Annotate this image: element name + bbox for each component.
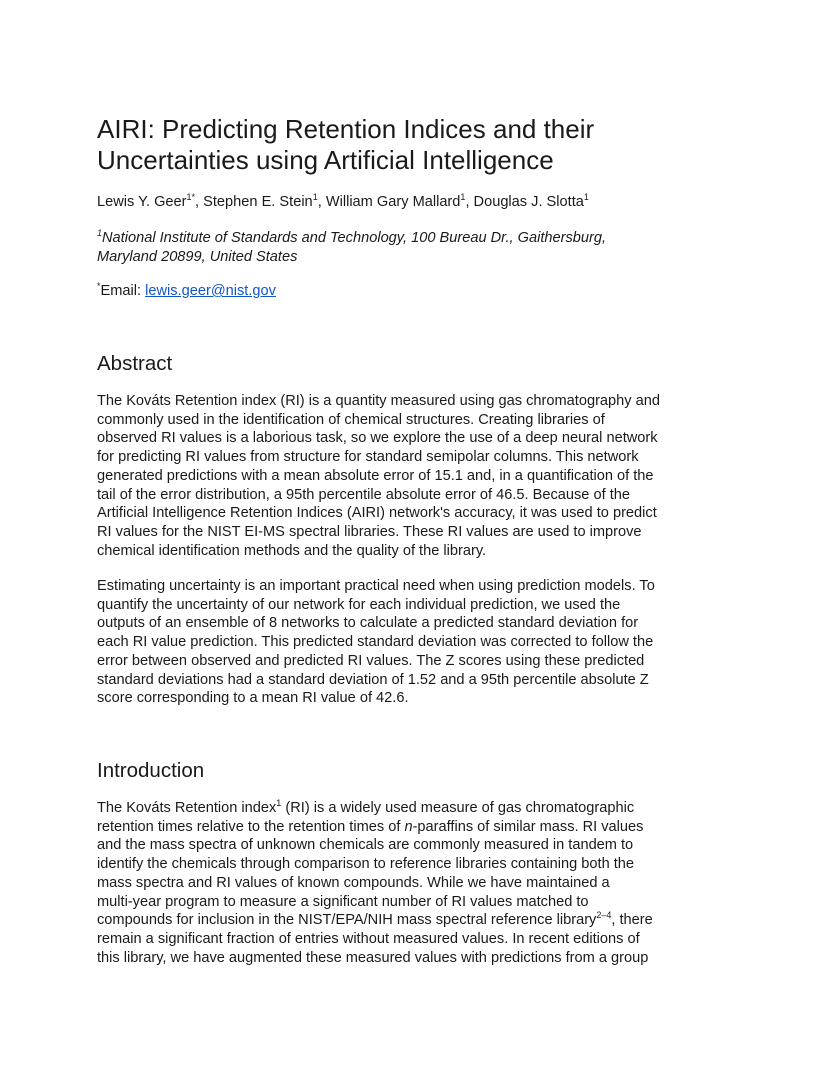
text-line: observed RI values is a laborious task, so we explore the use of a deep neural network (97, 430, 658, 447)
text-line: for predicting RI values from structure for standard semipolar columns. This network (97, 449, 639, 466)
citation-mark: 2–4 (596, 910, 612, 921)
introduction-paragraph (97, 799, 733, 967)
citation-mark: 1 (276, 798, 282, 809)
text-line: The Kováts Retention index (RI) is a quantity measured using gas chromatography and (97, 393, 660, 409)
abstract-heading: Abstract (97, 352, 173, 375)
introduction-heading: Introduction (97, 759, 205, 782)
text-line: this library, we have augmented these measured values with predictions from a group (97, 949, 649, 966)
text-line: Artificial Intelligence Retention Indices (AIRI) network's accuracy, it was used to predict (97, 505, 657, 522)
email-label: Email: (100, 283, 146, 299)
text-line: error between observed and predicted RI values. The Z scores using these predicted (97, 652, 645, 669)
text-line: identify the chemicals through comparison to reference libraries containing both the (97, 856, 635, 873)
author-name: Stephen E. Stein (203, 194, 313, 210)
author-name: Douglas J. Slotta (473, 194, 584, 210)
text-line: and the mass spectra of unknown chemicals are commonly measured in tandem to (97, 837, 634, 854)
author-affiliation-mark: 1* (186, 192, 196, 203)
text-line: remain a significant fraction of entries without measured values. In recent editions of (97, 930, 640, 947)
text-line: score corresponding to a mean RI value of 42.6. (97, 690, 409, 707)
text-line: multi-year program to measure a significant number of RI values matched to (97, 893, 589, 910)
text-line: retention times relative to the retention times of n-paraffins of similar mass. RI values (97, 818, 644, 835)
correspondence (97, 282, 276, 300)
author-name: Lewis Y. Geer (97, 194, 187, 210)
text-line: outputs of an ensemble of 8 networks to calculate a predicted standard deviation for (97, 615, 639, 632)
abstract-paragraph-2 (97, 577, 733, 708)
text-line: each RI value prediction. This predicted standard deviation was corrected to follow the (97, 634, 654, 651)
email-link[interactable]: lewis.geer@nist.gov (145, 283, 276, 299)
affiliation-line: National Institute of Standards and Technology, 100 Bureau Dr., Gaithersburg, (102, 230, 607, 246)
text-line: mass spectra and RI values of known compounds. While we have maintained a (97, 874, 610, 891)
author-affiliation-mark: 1 (583, 192, 589, 203)
text-line: chemical identification methods and the quality of the library. (97, 542, 487, 559)
author-affiliation-mark: 1 (312, 192, 318, 203)
text-line: generated predictions with a mean absolute error of 15.1 and, in a quantification of the (97, 467, 654, 484)
author-name: William Gary Mallard (325, 194, 461, 210)
text-line: quantify the uncertainty of our network for each individual prediction, we used the (97, 596, 621, 613)
text-line: compounds for inclusion in the NIST/EPA/NIH mass spectral reference library$^{2-4}$, there (97, 910, 653, 929)
text-line: standard deviations had a standard deviation of 1.52 and a 95th percentile absolute Z (97, 671, 649, 688)
affiliation (97, 229, 737, 267)
affiliation-line: Maryland 20899, United States (97, 249, 298, 265)
affiliation-mark: 1 (97, 228, 103, 239)
text-line: Estimating uncertainty is an important practical need when using prediction models. To (97, 578, 655, 594)
correspondence-mark: * (97, 281, 101, 292)
paper-title (97, 114, 737, 176)
author-list: Lewis Y. Geer$^{1*}$, Stephen E. Stein$^1$, William Gary Mallard$^1$, Douglas J. Slotta$^1$ (97, 192, 589, 210)
text-line: tail of the error distribution, a 95th percentile absolute error of 46.5. Because of the (97, 486, 630, 503)
author-affiliation-mark: 1 (460, 192, 466, 203)
text-line: The Kováts Retention index$^1$ (RI) is a widely used measure of gas chromatographic (97, 798, 635, 816)
text-line: commonly used in the identification of chemical structures. Creating libraries of (97, 411, 605, 428)
title-line: Uncertainties using Artificial Intelligence (97, 145, 554, 175)
text-line: RI values for the NIST EI-MS spectral libraries. These RI values are used to improve (97, 523, 642, 540)
abstract-paragraph-1 (97, 392, 733, 560)
title-line: AIRI: Predicting Retention Indices and their (97, 114, 595, 144)
